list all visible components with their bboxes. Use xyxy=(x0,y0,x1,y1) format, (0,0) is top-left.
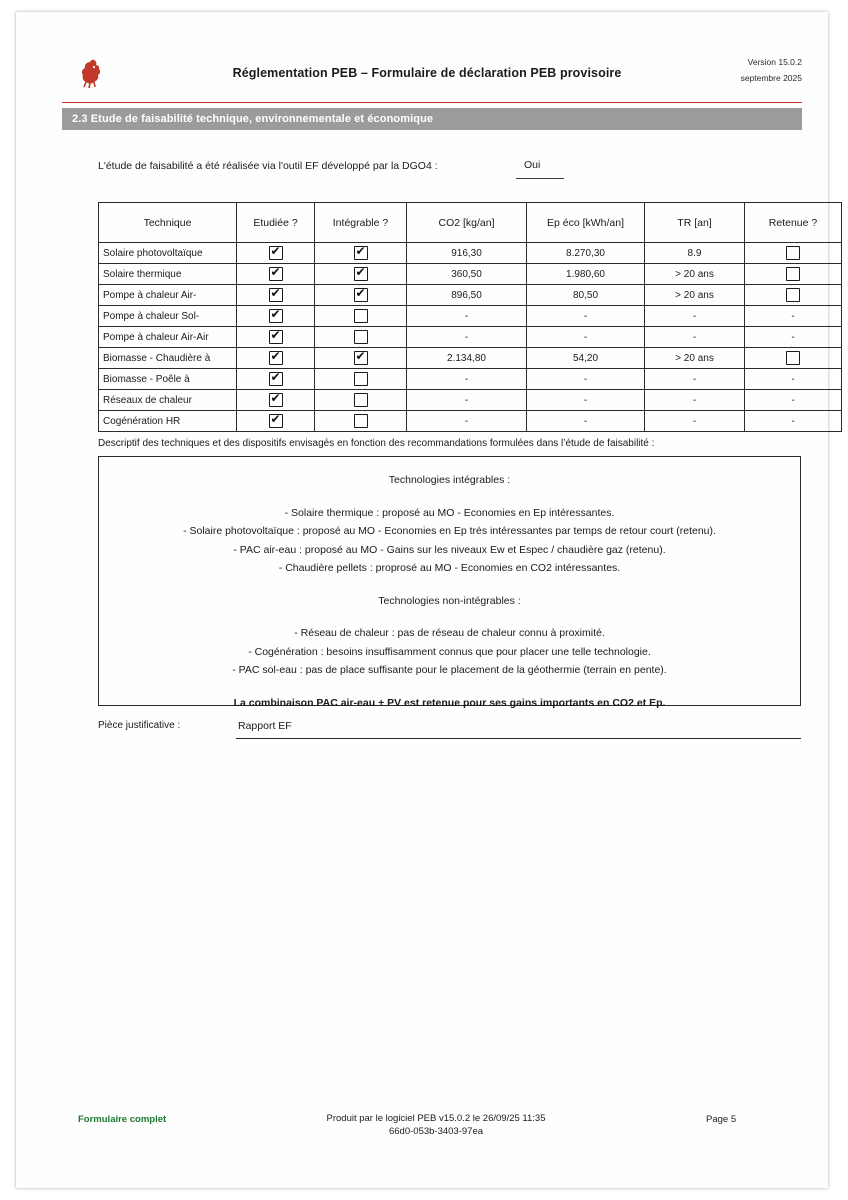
footer-produced-block xyxy=(246,1112,626,1138)
walloon-rooster-logo xyxy=(74,56,108,90)
retenue-checkbox[interactable] xyxy=(786,246,800,260)
technique-name: Pompe à chaleur Air- xyxy=(99,285,237,306)
co2-value: 360,50 xyxy=(407,264,527,285)
piece-justificative-underline xyxy=(236,738,801,739)
descriptif-line: - PAC sol-eau : pas de place suffisante pour le placement de la géothermie (terrain en pente). xyxy=(232,664,667,676)
integrable-checkbox[interactable] xyxy=(354,267,368,281)
descriptif-line: - Solaire photovoltaïque : proposé au MO - Economies en Ep trés intéressantes par temps de retour court (retenu). xyxy=(183,525,716,537)
etudiee-checkbox[interactable] xyxy=(269,393,283,407)
integrable-checkbox[interactable] xyxy=(354,372,368,386)
integrable-cell xyxy=(315,348,407,369)
integrable-cell xyxy=(315,390,407,411)
etudiee-cell xyxy=(237,411,315,432)
table-row xyxy=(99,264,842,285)
descriptif-label: Descriptif des techniques et des dispositifs envisagés en fonction des recommandations formulées dans l’étude de faisabilité : xyxy=(98,438,655,449)
etudiee-checkbox[interactable] xyxy=(269,309,283,323)
co2-value: 2.134,80 xyxy=(407,348,527,369)
retenue-cell xyxy=(745,285,842,306)
retenue-checkbox[interactable] xyxy=(786,351,800,365)
ep-value: 1.980,60 xyxy=(527,264,645,285)
co2-value: - xyxy=(407,306,527,327)
tr-value: > 20 ans xyxy=(645,285,745,306)
descriptif-heading-integrables: Technologies intégrables : xyxy=(388,474,511,486)
spacer xyxy=(117,610,782,624)
etudiee-checkbox[interactable] xyxy=(269,330,283,344)
descriptif-box xyxy=(98,456,801,709)
retenue-cell xyxy=(745,243,842,264)
etudiee-cell xyxy=(237,243,315,264)
page-title: Réglementation PEB – Formulaire de déclaration PEB provisoire xyxy=(232,66,622,80)
etudiee-cell xyxy=(237,327,315,348)
ep-value: 8.270,30 xyxy=(527,243,645,264)
descriptif-line: - PAC air-eau : proposé au MO - Gains sur les niveaux Ew et Espec / chaudière gaz (retenu). xyxy=(233,543,666,556)
retenue-dash: - xyxy=(745,390,842,411)
descriptif-heading-non-integrables: Technologies non-intégrables : xyxy=(378,594,521,607)
table-header-row xyxy=(99,203,842,243)
piece-justificative-label: Pièce justificative : xyxy=(98,720,181,731)
col-ep: Ep éco [kWh/an] xyxy=(527,203,645,243)
retenue-cell xyxy=(745,264,842,285)
table-row xyxy=(99,348,842,369)
tr-value: > 20 ans xyxy=(645,348,745,369)
col-integrable: Intégrable ? xyxy=(315,203,407,243)
etudiee-checkbox[interactable] xyxy=(269,267,283,281)
co2-value: - xyxy=(407,411,527,432)
retenue-dash: - xyxy=(745,411,842,432)
etudiee-cell xyxy=(237,285,315,306)
intro-answer-underline xyxy=(516,178,564,179)
footer-reference: 66d0-053b-3403-97ea xyxy=(388,1126,484,1137)
descriptif-line: - Cogénération : besoins insuffisamment connus que pour placer une telle technologie. xyxy=(248,645,651,658)
etudiee-checkbox[interactable] xyxy=(269,414,283,428)
etudiee-checkbox[interactable] xyxy=(269,372,283,386)
integrable-checkbox[interactable] xyxy=(354,393,368,407)
col-etudiee: Etudiée ? xyxy=(237,203,315,243)
descriptif-line: - Solaire thermique : proposé au MO - Economies en Ep intéressantes. xyxy=(284,506,615,519)
etudiee-cell xyxy=(237,390,315,411)
retenue-checkbox[interactable] xyxy=(786,267,800,281)
technique-name: Pompe à chaleur Air-Air xyxy=(99,327,237,348)
integrable-checkbox[interactable] xyxy=(354,330,368,344)
ep-value: - xyxy=(527,369,645,390)
co2-value: 916,30 xyxy=(407,243,527,264)
retenue-checkbox[interactable] xyxy=(786,288,800,302)
table-row xyxy=(99,411,842,432)
co2-value: - xyxy=(407,327,527,348)
integrable-cell xyxy=(315,369,407,390)
technique-name: Solaire thermique xyxy=(99,264,237,285)
tr-value: 8.9 xyxy=(645,243,745,264)
retenue-dash: - xyxy=(745,327,842,348)
ep-value: 80,50 xyxy=(527,285,645,306)
table-body xyxy=(99,243,842,432)
integrable-cell xyxy=(315,285,407,306)
co2-value: - xyxy=(407,369,527,390)
spacer xyxy=(117,490,782,504)
etudiee-cell xyxy=(237,306,315,327)
footer-page-number: Page 5 xyxy=(706,1114,737,1125)
intro-text: L'étude de faisabilité a été réalisée via l'outil EF développé par la DGO4 : xyxy=(98,160,438,172)
footer-status-badge: Formulaire complet xyxy=(78,1114,167,1125)
tr-value: > 20 ans xyxy=(645,264,745,285)
technique-name: Solaire photovoltaïque xyxy=(99,243,237,264)
retenue-dash: - xyxy=(745,369,842,390)
document-header xyxy=(62,54,802,100)
etudiee-checkbox[interactable] xyxy=(269,288,283,302)
spacer xyxy=(117,578,782,592)
tr-value: - xyxy=(645,306,745,327)
integrable-cell xyxy=(315,327,407,348)
col-technique: Technique xyxy=(99,203,237,243)
version-date: septembre 2025 xyxy=(740,73,802,83)
retenue-dash: - xyxy=(745,306,842,327)
table-row xyxy=(99,306,842,327)
table-row xyxy=(99,327,842,348)
technique-name: Réseaux de chaleur xyxy=(99,390,237,411)
version-block xyxy=(741,54,802,86)
integrable-checkbox[interactable] xyxy=(354,351,368,365)
tr-value: - xyxy=(645,390,745,411)
piece-justificative-value: Rapport EF xyxy=(238,720,292,732)
table-row xyxy=(99,369,842,390)
header-divider xyxy=(62,102,802,103)
table-row xyxy=(99,285,842,306)
integrable-checkbox[interactable] xyxy=(354,246,368,260)
integrable-cell xyxy=(315,411,407,432)
feasibility-table xyxy=(98,202,842,432)
technique-name: Biomasse - Poêle à xyxy=(99,369,237,390)
integrable-checkbox[interactable] xyxy=(354,288,368,302)
etudiee-cell xyxy=(237,369,315,390)
ep-value: - xyxy=(527,327,645,348)
table-row xyxy=(99,243,842,264)
integrable-checkbox[interactable] xyxy=(354,309,368,323)
descriptif-conclusion: La combinaison PAC air-eau + PV est retenue pour ses gains importants en CO2 et Ep. xyxy=(233,696,666,709)
ep-value: 54,20 xyxy=(527,348,645,369)
tr-value: - xyxy=(645,327,745,348)
col-tr: TR [an] xyxy=(645,203,745,243)
version-label: Version 15.0.2 xyxy=(747,57,802,67)
intro-answer-value: Oui xyxy=(524,159,541,171)
integrable-cell xyxy=(315,306,407,327)
paper-sheet xyxy=(16,12,828,1188)
technique-name: Pompe à chaleur Sol- xyxy=(99,306,237,327)
integrable-cell xyxy=(315,264,407,285)
table-row xyxy=(99,390,842,411)
ep-value: - xyxy=(527,306,645,327)
etudiee-checkbox[interactable] xyxy=(269,351,283,365)
col-co2: CO2 [kg/an] xyxy=(407,203,527,243)
co2-value: - xyxy=(407,390,527,411)
footer-produced-text: Produit par le logiciel PEB v15.0.2 le 26/09/25 11:35 xyxy=(326,1113,546,1124)
ep-value: - xyxy=(527,390,645,411)
integrable-cell xyxy=(315,243,407,264)
technique-name: Biomasse - Chaudière à xyxy=(99,348,237,369)
tr-value: - xyxy=(645,369,745,390)
etudiee-cell xyxy=(237,264,315,285)
retenue-cell xyxy=(745,348,842,369)
integrable-checkbox[interactable] xyxy=(354,414,368,428)
ep-value: - xyxy=(527,411,645,432)
etudiee-cell xyxy=(237,348,315,369)
tr-value: - xyxy=(645,411,745,432)
etudiee-checkbox[interactable] xyxy=(269,246,283,260)
technique-name: Cogénération HR xyxy=(99,411,237,432)
co2-value: 896,50 xyxy=(407,285,527,306)
descriptif-line: - Chaudière pellets : proprosé au MO - Economies en CO2 intéressantes. xyxy=(278,562,621,574)
spacer xyxy=(117,680,782,694)
descriptif-line: - Réseau de chaleur : pas de réseau de chaleur connu à proximité. xyxy=(294,627,605,639)
col-retenue: Retenue ? xyxy=(745,203,842,243)
section-title-bar: 2.3 Etude de faisabilité technique, environnementale et économique xyxy=(62,108,802,130)
